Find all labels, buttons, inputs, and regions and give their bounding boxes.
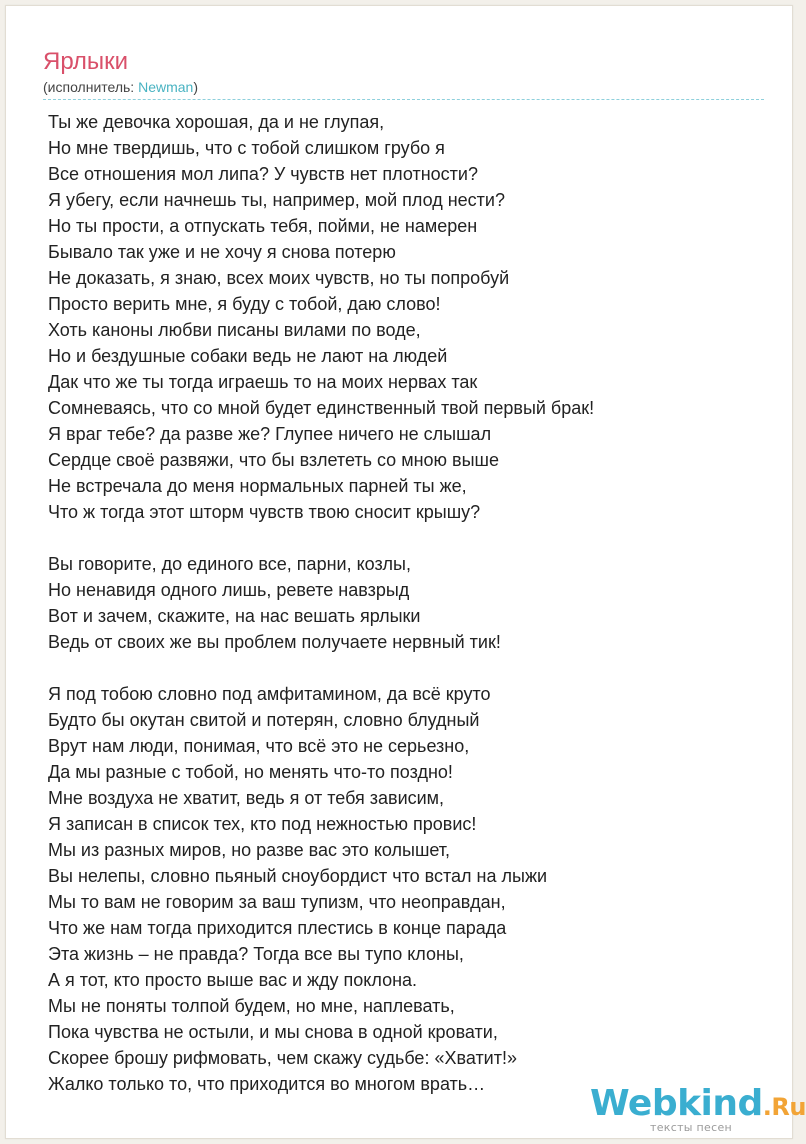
lyric-line: Ведь от своих же вы проблем получаете нервный тик! — [48, 632, 501, 652]
song-title: Ярлыки — [43, 48, 129, 75]
artist-suffix: ) — [193, 79, 199, 95]
lyrics-text — [48, 109, 768, 1097]
lyric-line: Ты же девочка хорошая, да и не глупая, — [48, 112, 385, 132]
artist-link[interactable]: Newman — [138, 79, 194, 95]
lyric-line: Эта жизнь – не правда? Тогда все вы тупо клоны, — [48, 944, 464, 964]
lyric-line: Все отношения мол липа? У чувств нет плотности? — [48, 164, 478, 184]
lyric-line: Но мне твердишь, что с тобой слишком грубо я — [48, 138, 445, 158]
lyric-line: Сердце своё развяжи, что бы взлететь со мною выше — [48, 450, 499, 470]
lyric-line: Дак что же ты тогда играешь то на моих нервах так — [48, 372, 478, 392]
lyric-line: Бывало так уже и не хочу я снова потерю — [48, 242, 396, 262]
lyric-line: Вот и зачем, скажите, на нас вешать ярлыки — [48, 606, 421, 626]
lyric-line: Я убегу, если начнешь ты, например, мой плод нести? — [48, 190, 505, 210]
lyric-line: Я под тобою словно под амфитамином, да всё круто — [48, 684, 491, 704]
lyric-line: Мы из разных миров, но разве вас это колышет, — [48, 840, 451, 860]
lyrics-stanza — [48, 551, 768, 655]
lyric-line: Вы говорите, до единого все, парни, козлы, — [48, 554, 411, 574]
lyric-line: Но ненавидя одного лишь, ревете навзрыд — [48, 580, 410, 600]
lyric-line: Не доказать, я знаю, всех моих чувств, но ты попробуй — [48, 268, 510, 288]
lyric-line: Жалко только то, что приходится во многом врать… — [48, 1074, 486, 1094]
logo-name: Webkind — [590, 1083, 763, 1124]
lyric-line: Не встречала до меня нормальных парней ты же, — [48, 476, 467, 496]
lyric-line: Но и бездушные собаки ведь не лают на людей — [48, 346, 448, 366]
artist-line — [43, 78, 763, 96]
lyric-line: Мне воздуха не хватит, ведь я от тебя зависим, — [48, 788, 445, 808]
lyric-line: Просто верить мне, я буду с тобой, даю слово! — [48, 294, 441, 314]
lyric-line: Мы то вам не говорим за ваш тупизм, что неоправдан, — [48, 892, 506, 912]
webkind-logo — [590, 1083, 806, 1136]
logo-tld: .Ru — [762, 1093, 806, 1121]
lyrics-page — [5, 5, 806, 1139]
lyric-line: Будто бы окутан свитой и потерян, словно блудный — [48, 710, 480, 730]
lyric-line: Сомневаясь, что со мной будет единственный твой первый брак! — [48, 398, 595, 418]
lyric-line: Я враг тебе? да разве же? Глупее ничего не слышал — [48, 424, 492, 444]
lyric-line: Врут нам люди, понимая, что всё это не серьезно, — [48, 736, 470, 756]
lyric-line: Что же нам тогда приходится плестись в конце парада — [48, 918, 507, 938]
song-header — [43, 47, 763, 96]
lyric-line: Хоть каноны любви писаны вилами по воде, — [48, 320, 421, 340]
header-divider — [43, 99, 764, 100]
lyric-line: Пока чувства не остыли, и мы снова в одной кровати, — [48, 1022, 498, 1042]
lyric-line: Скорее брошу рифмовать, чем скажу судьбе: «Хватит!» — [48, 1048, 517, 1068]
lyric-line: А я тот, кто просто выше вас и жду поклона. — [48, 970, 418, 990]
lyric-line: Я записан в список тех, кто под нежностью провис! — [48, 814, 477, 834]
lyrics-stanza — [48, 109, 768, 525]
logo-tagline: тексты песен — [650, 1121, 733, 1134]
lyric-line: Но ты прости, а отпускать тебя, пойми, не намерен — [48, 216, 478, 236]
lyric-line: Мы не поняты толпой будем, но мне, наплевать, — [48, 996, 455, 1016]
artist-prefix: (исполнитель: — [43, 79, 139, 95]
lyric-line: Да мы разные с тобой, но менять что-то поздно! — [48, 762, 453, 782]
lyric-line: Что ж тогда этот шторм чувств твою сносит крышу? — [48, 502, 481, 522]
lyric-line: Вы нелепы, словно пьяный сноубордист что встал на лыжи — [48, 866, 548, 886]
lyrics-stanza — [48, 681, 768, 1097]
